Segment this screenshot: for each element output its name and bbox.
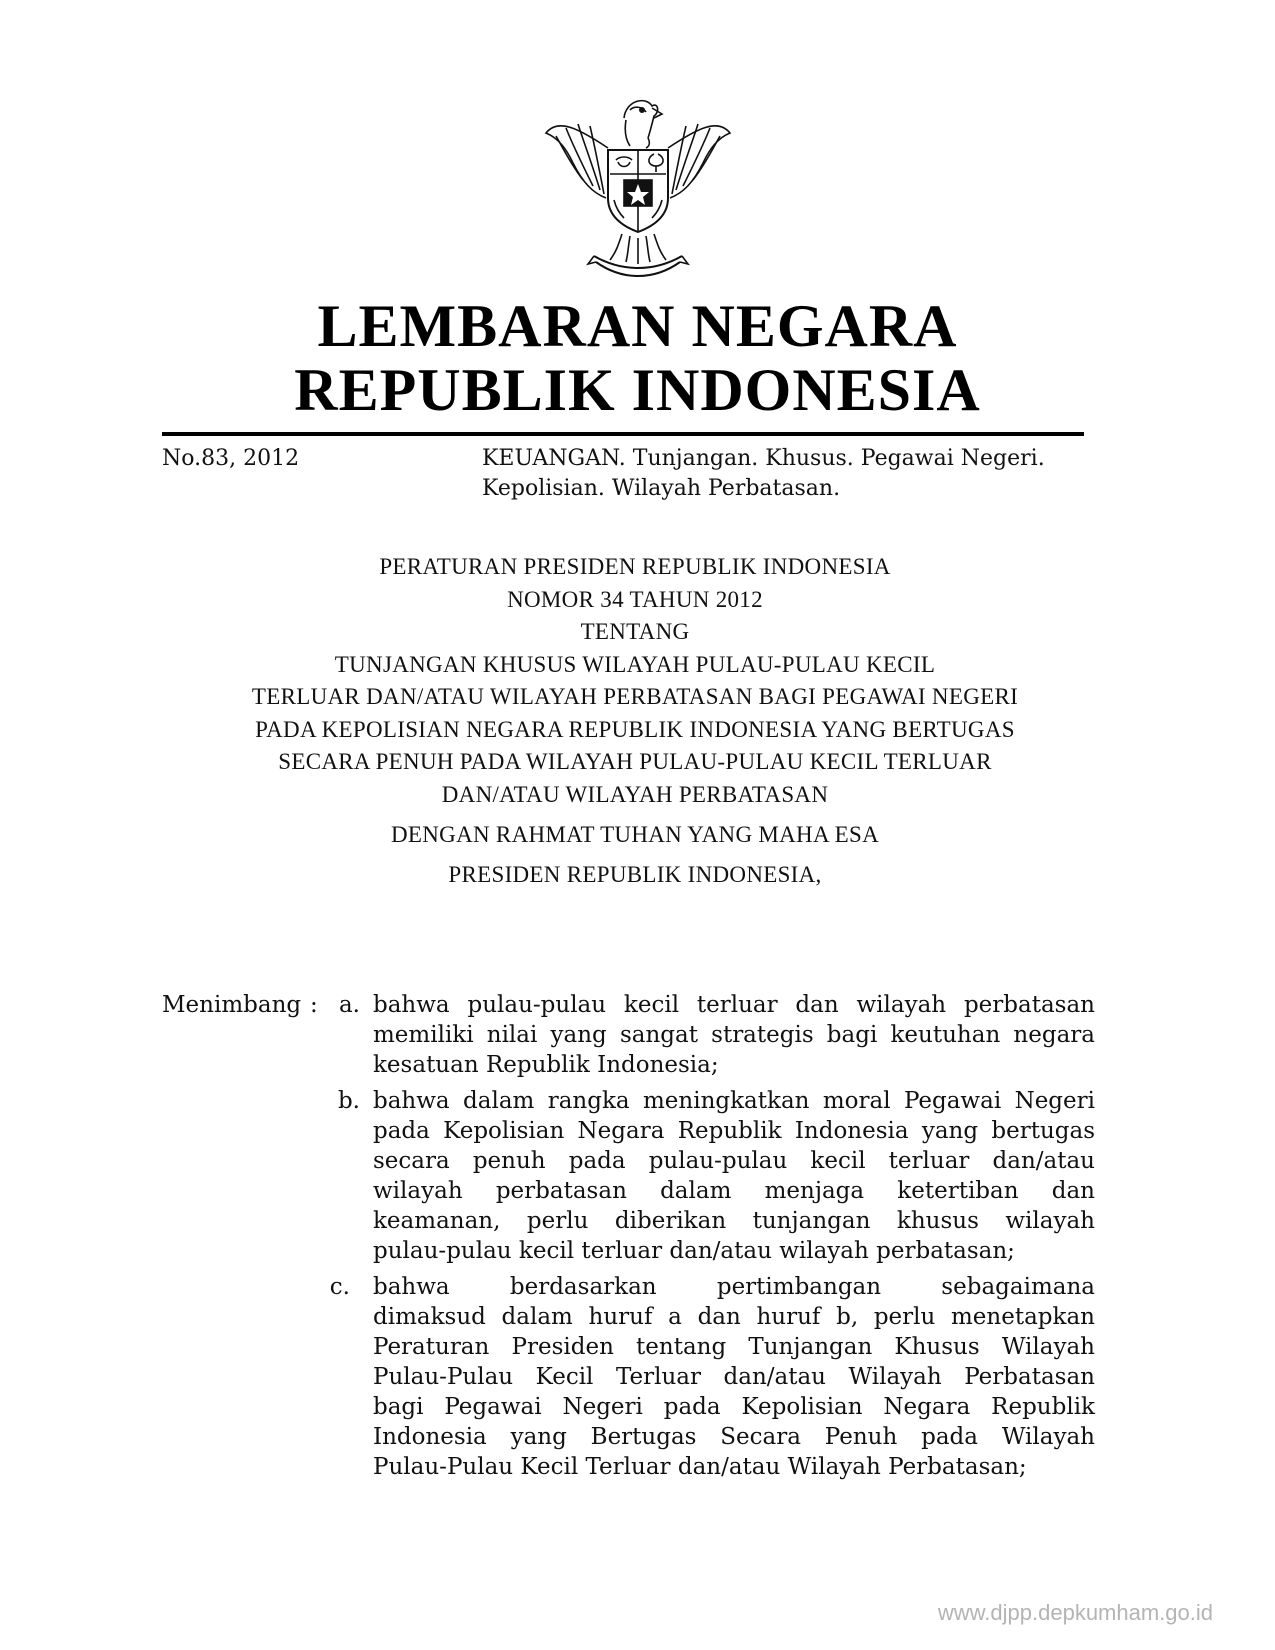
item-line: bahwa dalam rangka meningkatkan moral Pegawai Negeri [373, 1088, 1095, 1114]
masthead-divider [162, 432, 1084, 436]
item-line: keamanan, perlu diberikan tunjangan khusus wilayah [373, 1208, 1095, 1234]
title-line: TUNJANGAN KHUSUS WILAYAH PULAU-PULAU KECIL [334, 651, 936, 677]
title-line: PADA KEPOLISIAN NEGARA REPUBLIK INDONESIA YANG BERTUGAS [255, 716, 1015, 742]
title-line: TERLUAR DAN/ATAU WILAYAH PERBATASAN BAGI PEGAWAI NEGERI [251, 684, 1019, 709]
regulation-title [162, 551, 1108, 811]
item-line: dimaksud dalam huruf a dan huruf b, perlu menetapkan [373, 1304, 1095, 1330]
consideration-item-c [373, 1272, 1095, 1482]
gazette-subject [482, 444, 1092, 504]
item-line: pada Kepolisian Negara Republik Indonesia yang bertugas [373, 1118, 1095, 1144]
consideration-item-b [373, 1086, 1095, 1266]
item-line: Pulau-Pulau Kecil Terluar dan/atau Wilayah Perbatasan; [373, 1454, 1027, 1480]
item-line: Pulau-Pulau Kecil Terluar dan/atau Wilayah Perbatasan [373, 1364, 1095, 1390]
item-line: wilayah perbatasan dalam menjaga ketertiban dan [373, 1178, 1095, 1204]
title-line: TENTANG [580, 619, 690, 644]
garuda-emblem-icon [538, 88, 738, 288]
opening-line: DENGAN RAHMAT TUHAN YANG MAHA ESA [390, 822, 880, 847]
opening-line: PRESIDEN REPUBLIK INDONESIA, [448, 862, 822, 887]
gazette-subject-line: KEUANGAN. Tunjangan. Khusus. Pegawai Negeri. [482, 446, 1045, 471]
item-letter: b. [337, 1088, 360, 1114]
item-line: bahwa pulau-pulau kecil terluar dan wilayah perbatasan [373, 992, 1095, 1018]
title-line: DAN/ATAU WILAYAH PERBATASAN [441, 781, 829, 807]
masthead-title-line1: LEMBARAN NEGARA [317, 293, 958, 359]
title-line: NOMOR 34 TAHUN 2012 [507, 586, 763, 612]
item-line: memiliki nilai yang sangat strategis bagi keutuhan negara [373, 1022, 1095, 1048]
consideration-item-a [373, 990, 1095, 1080]
gazette-number: No.83, 2012 [162, 446, 300, 471]
item-letter: c. [329, 1274, 350, 1300]
item-line: bahwa berdasarkan pertimbangan sebagaimana [373, 1274, 1095, 1300]
title-line: PERATURAN PRESIDEN REPUBLIK INDONESIA [379, 554, 891, 579]
title-line: SECARA PENUH PADA WILAYAH PULAU-PULAU KECIL TERLUAR [278, 749, 992, 774]
gazette-subject-line: Kepolisian. Wilayah Perbatasan. [482, 476, 841, 501]
source-watermark: www.djpp.depkumham.go.id [937, 1600, 1213, 1625]
masthead-title-line2: REPUBLIK INDONESIA [294, 357, 981, 423]
considerations-colon: : [310, 992, 318, 1018]
item-line: kesatuan Republik Indonesia; [373, 1052, 719, 1078]
item-line: pulau-pulau kecil terluar dan/atau wilayah perbatasan; [373, 1238, 1015, 1264]
item-line: bagi Pegawai Negeri pada Kepolisian Negara Republik [373, 1394, 1095, 1420]
item-line: secara penuh pada pulau-pulau kecil terluar dan/atau [373, 1148, 1095, 1174]
item-line: Indonesia yang Bertugas Secara Penuh pada Wilayah [373, 1424, 1095, 1450]
item-letter: a. [338, 992, 360, 1018]
item-line: Peraturan Presiden tentang Tunjangan Khusus Wilayah [373, 1334, 1095, 1360]
considerations-label: Menimbang [162, 992, 302, 1018]
